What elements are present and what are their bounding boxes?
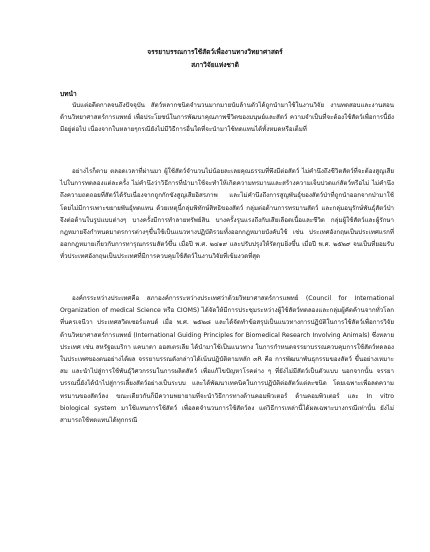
section-heading-introduction: บทนำ [60, 90, 77, 98]
paragraph-3: องค์กรระหว่างประเทศคือ สภาองค์การระหว่างประเทศว่าด้วยวิทยาศาสตร์การแพทย์ (Council for International Organization of medical Science หรือ CIOMS) ได้จัดให้มีการประชุมระหว่างผู้ใช้สัตว์ทดลองและกลุ่มผู้คัดค้านจากทั่วโลก ที่นครเจนีวา ประเทศสวิตเซอร์แลนด์ เมื่อ พ.ศ. ๒๕๒๘ และได้จัดทำข้อสรุปเป็นแนวทางการปฏิบัติในการใช้สัตว์เพื่อการวิจัยด้านวิทยาศาสตร์การแพทย์ (International Guiding Principles for Biomedical Research Involving Animals) ซึ่งหลายประเทศ เช่น สหรัฐอเมริกา แคนาดา ออสเตรเลีย ได้นำมาใช้เป็นแนวทาง ในการกำหนดจรรยาบรรณควบคุมการใช้สัตว์ทดลองในประเทศของตนอย่างได้ผล จรรยาบรรณดังกล่าวได้เน้นปฏิบัติตามหลัก ๓R คือ การพัฒนาพันธุกรรมของสัตว์ ขึ้นอย่างเหมาะสม และนำไปสู่การใช้พันธุ์วิศวกรรมในการผลิตสัตว์ เพื่อแก้ไขปัญหาโรคต่าง ๆ ที่ยังไม่มีสัตว์เป็นตัวแบบ นอกจากนั้น จรรยาบรรณนี้ยังได้นำไปสู่การเลี้ยงสัตว์อย่างเป็นระบบ และได้พัฒนาเทคนิคในการปฏิบัติต่อสัตว์แต่ละชนิด โดยเฉพาะเพื่อลดความทรมานของสัตว์ลง ขณะเดียวกันก็มีความพยายามที่จะนำวิธีการทางด้านคอมพิวเตอร์ ด้านคอมพิวเตอร์ และ In vitro biological system มาใช้แทนการใช้สัตว์ เพื่อลดจำนวนการใช้สัตว์ลง แต่วิธีการเหล่านี้ได้ผลเฉพาะบางกรณีเท่านั้น ยังไม่สามารถใช้ทดแทนได้ทุกกรณี [60, 295, 394, 425]
paragraph-2: อย่างไรก็ตาม ตลอดเวลาที่ผ่านมา ผู้ใช้สัตว์จำนวนไม่น้อยละเลยคุณธรรมที่พึงมีต่อสัตว์ ไม่คำนึงถึงชีวิตสัตว์ที่จะต้องสูญเสียไปในการทดลองแต่ละครั้ง ไม่คำนึงว่าวิธีการที่นำมาใช้จะทำให้เกิดความทรมานและสร้างความเจ็บปวดแก่สัตว์หรือไม่ ไม่คำนึงถึงความถดถอยที่สัตว์ได้รับเนื่องจากถูกกักขังสูญเสียอิสรภาพ และไม่คำนึงถึงการสูญพันธุ์ของสัตว์ป่าที่ถูกนำออกจากป่ามาใช้โดยไม่มีการเพาะขยายพันธุ์ทดแทน ด้วยเหตุนี้กลุ่มพิทักษ์สิทธิของสัตว์ กลุ่มต่อต้านการทรมานสัตว์ และกลุ่มอนุรักษ์พันธุ์สัตว์ป่า จึงต่อต้านในรูปแบบต่างๆ บางครั้งมีการทำลายทรัพย์สิน บางครั้งรุนแรงถึงกับเสียเลือดเนื้อและชีวิต กลุ่มผู้ใช้สัตว์และผู้รักษากฎหมายจึงกำหนดมาตรการต่างๆขึ้นใช้เป็นแนวทางปฏิบัติรวมทั้งออกกฎหมายบังคับใช้ เช่น ประเทศอังกฤษเป็นประเทศแรกที่ออกกฎหมายเกี่ยวกับการทารุณกรรมสัตว์ขึ้น เมื่อปี พ.ศ. ๒๔๑๙ และปรับปรุงให้รัดกุมยิ่งขึ้น เมื่อปี พ.ศ. ๒๕๒๙ จนเป็นที่ยอมรับทั่วประเทศอังกฤษเป็นประเทศที่มีการควบคุมใช้สัตว์ในงานวิจัยที่เข้มงวดที่สุด [60, 168, 394, 261]
document-title: จรรยาบรรณการใช้สัตว์เพื่องานทางวิทยาศาสตร์ [147, 48, 283, 56]
document-subtitle: สภาวิจัยแห่งชาติ [191, 61, 239, 69]
paragraph-1: นับแต่อดีตกาลจนถึงปัจจุบัน สัตว์หลากชนิดจำนวนมากมายนับล้านตัวได้ถูกนำมาใช้ในงานวิจัย งานทดสอบและงานสอนด้านวิทยาศาสตร์การแพทย์ เพื่อประโยชน์ในการพัฒนาคุณภาพชีวิตของมนุษย์และสัตว์ ความจำเป็นที่จะต้องใช้สัตว์เพื่อการนี้ยังมีอยู่ต่อไป เนื่องจากในหลายๆกรณียังไม่มีวิธีการอื่นใดที่จะนำมาใช้ทดแทนได้ทั้งหมดหรือเต็มที่ [60, 102, 394, 134]
